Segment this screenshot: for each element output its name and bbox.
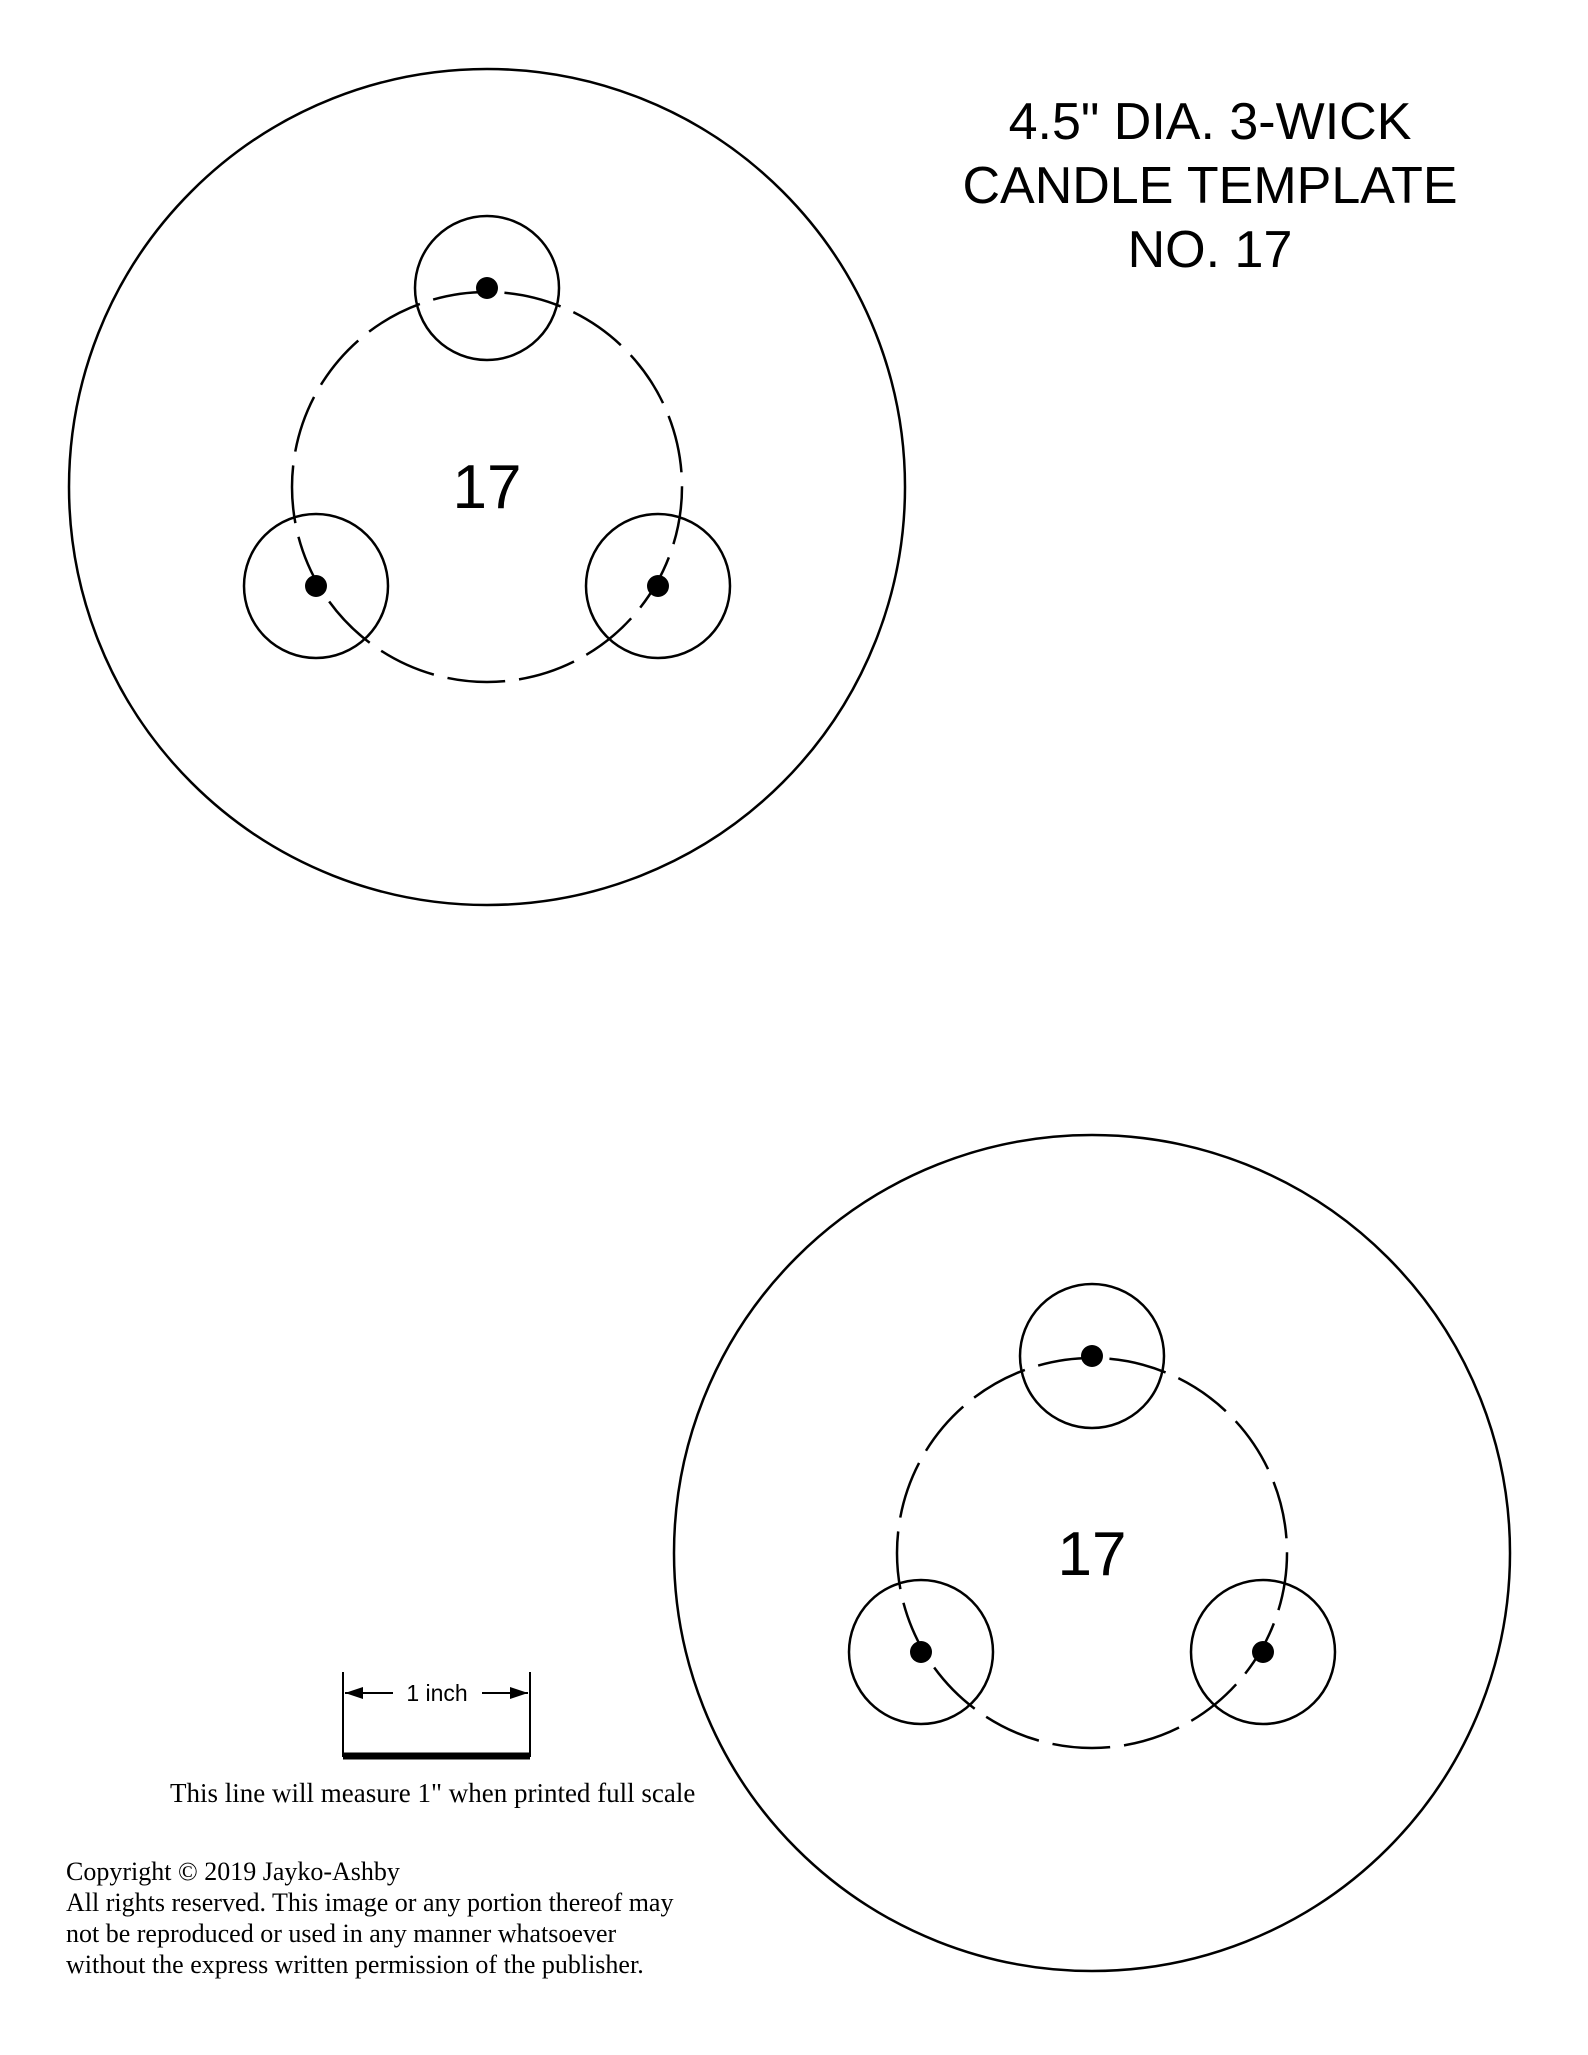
page-title bbox=[900, 90, 1520, 282]
copyright-line: not be reproduced or used in any manner whatsoever bbox=[66, 1919, 617, 1948]
candle-template-bottom bbox=[674, 1135, 1510, 1971]
template-number: 17 bbox=[452, 453, 522, 522]
title-line: 4.5" DIA. 3-WICK bbox=[1008, 93, 1412, 151]
candle-template-top bbox=[69, 69, 905, 905]
arrow-left-icon bbox=[345, 1687, 363, 1699]
copyright-line: without the express written permission of the publisher. bbox=[66, 1950, 644, 1979]
wick-hole-dot bbox=[647, 575, 669, 597]
copyright-notice bbox=[66, 1856, 673, 1980]
title-line: CANDLE TEMPLATE bbox=[962, 157, 1458, 215]
wick-hole-dot bbox=[476, 277, 498, 299]
wick-hole-dot bbox=[910, 1641, 932, 1663]
wick-hole-dot bbox=[1252, 1641, 1274, 1663]
scale-bar bbox=[343, 1672, 530, 1757]
copyright-line: Copyright © 2019 Jayko-Ashby bbox=[66, 1857, 400, 1886]
arrow-right-icon bbox=[510, 1687, 528, 1699]
scale-label: 1 inch bbox=[406, 1680, 468, 1706]
scale-caption: This line will measure 1" when printed full scale bbox=[170, 1778, 696, 1808]
copyright-line: All rights reserved. This image or any portion thereof may bbox=[66, 1888, 674, 1917]
template-number: 17 bbox=[1057, 1520, 1127, 1589]
title-line: NO. 17 bbox=[1127, 221, 1293, 279]
wick-hole-dot bbox=[1081, 1345, 1103, 1367]
wick-hole-dot bbox=[305, 575, 327, 597]
